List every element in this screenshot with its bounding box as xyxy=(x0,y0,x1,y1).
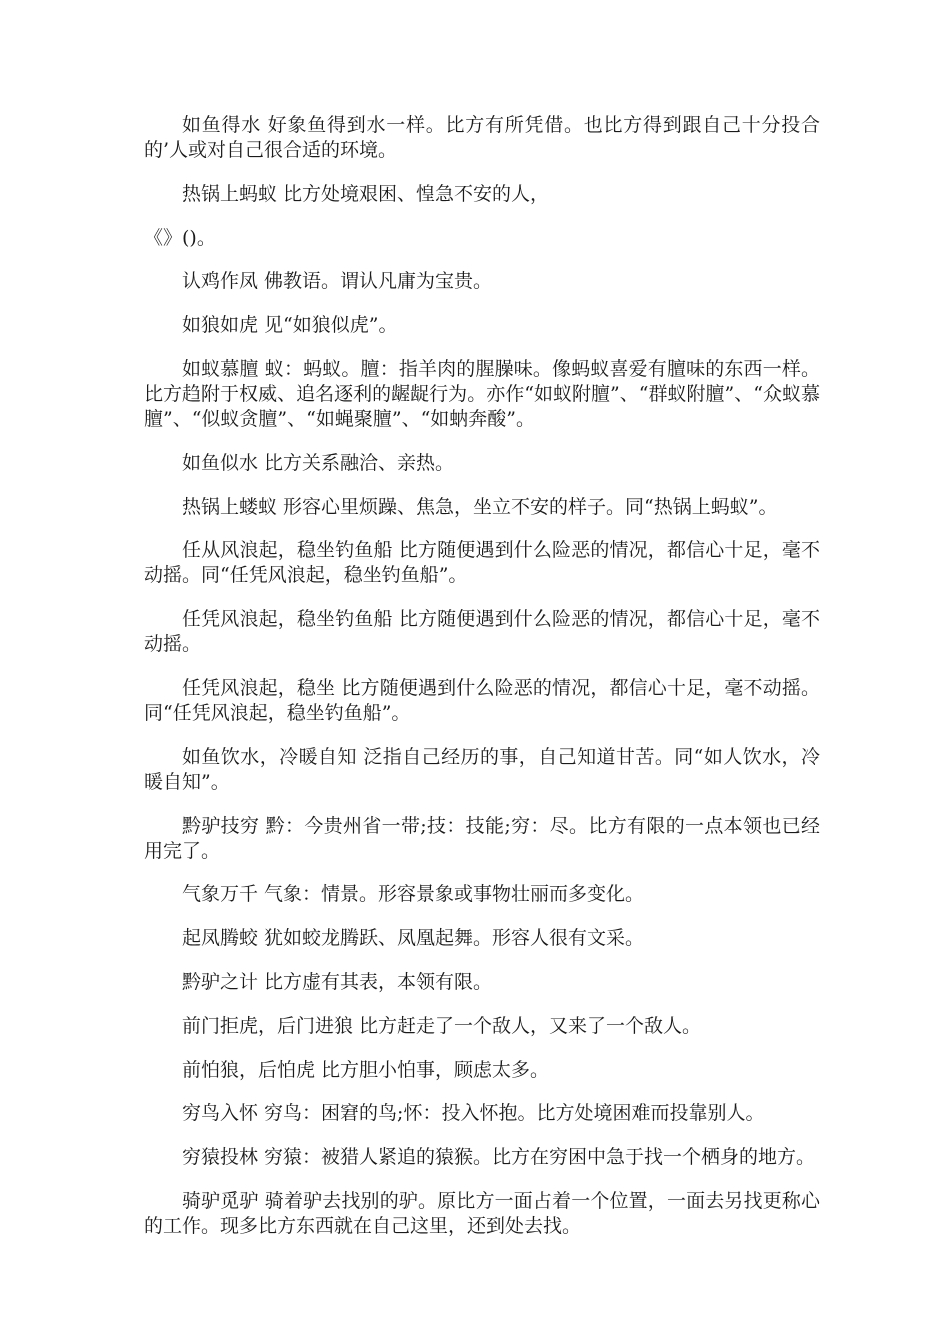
paragraph-15: 起凤腾蛟 犹如蛟龙腾跃、凤凰起舞。形容人很有文采。 xyxy=(182,927,645,950)
paragraph-3: 《》()。 xyxy=(144,226,216,249)
paragraph-9: 任从风浪起，稳坐钓鱼船 比方随便遇到什么险恶的情况，都信心十足，毫不动摇。同“任凭风浪起，稳坐钓鱼船”。 xyxy=(144,539,820,587)
paragraph-11: 任凭风浪起，稳坐 比方随便遇到什么险恶的情况，都信心十足，毫不动摇。同“任凭风浪起，稳坐钓鱼船”。 xyxy=(144,676,820,724)
paragraph-8: 热锅上蝼蚁 形容心里烦躁、焦急，坐立不安的样子。同“热锅上蚂蚁”。 xyxy=(182,495,778,518)
paragraph-18: 前怕狼，后怕虎 比方胆小怕事，顾虑太多。 xyxy=(182,1058,550,1081)
paragraph-19: 穷鸟入怀 穷鸟：困窘的鸟;怀：投入怀抱。比方处境困难而投靠别人。 xyxy=(182,1102,765,1125)
paragraph-21: 骑驴觅驴 骑着驴去找别的驴。原比方一面占着一个位置，一面去另找更称心的工作。现多比方东西就在自己这里，还到处去找。 xyxy=(144,1189,820,1237)
paragraph-12: 如鱼饮水，冷暖自知 泛指自己经历的事，自己知道甘苦。同“如人饮水，冷暖自知”。 xyxy=(144,745,820,793)
paragraph-4: 认鸡作凤 佛教语。谓认凡庸为宝贵。 xyxy=(182,270,493,293)
paragraph-17: 前门拒虎，后门进狼 比方赶走了一个敌人，又来了一个敌人。 xyxy=(182,1014,702,1037)
paragraph-10: 任凭风浪起，稳坐钓鱼船 比方随便遇到什么险恶的情况，都信心十足，毫不动摇。 xyxy=(144,608,820,656)
paragraph-1: 如鱼得水 好象鱼得到水一样。比方有所凭借。也比方得到跟自己十分投合的’人或对自己很合适的环境。 xyxy=(144,114,820,161)
paragraph-16: 黔驴之计 比方虚有其表，本领有限。 xyxy=(182,970,493,993)
document-body xyxy=(144,113,820,1258)
paragraph-2: 热锅上蚂蚁 比方处境艰困、惶急不安的人， xyxy=(182,182,550,205)
paragraph-6: 如蚁慕膻 蚁：蚂蚁。膻：指羊肉的腥臊味。像蚂蚁喜爱有膻味的东西一样。比方趋附于权威、追名逐利的龌龊行为。亦作“如蚁附膻”、“群蚁附膻”、“众蚁慕膻”、“似蚁贪膻”、“如蝇聚膻”、“如蚋奔酸”。 xyxy=(144,357,820,430)
paragraph-7: 如鱼似水 比方关系融洽、亲热。 xyxy=(182,451,455,474)
paragraph-5: 如狼如虎 见“如狼似虎”。 xyxy=(182,314,398,337)
paragraph-13: 黔驴技穷 黔：今贵州省一带;技：技能;穷：尽。比方有限的一点本领也已经用完了。 xyxy=(144,814,820,862)
paragraph-14: 气象万千 气象：情景。形容景象或事物壮丽而多变化。 xyxy=(182,883,645,906)
paragraph-20: 穷猿投林 穷猿：被猎人紧追的猿猴。比方在穷困中急于找一个栖身的地方。 xyxy=(182,1146,816,1169)
